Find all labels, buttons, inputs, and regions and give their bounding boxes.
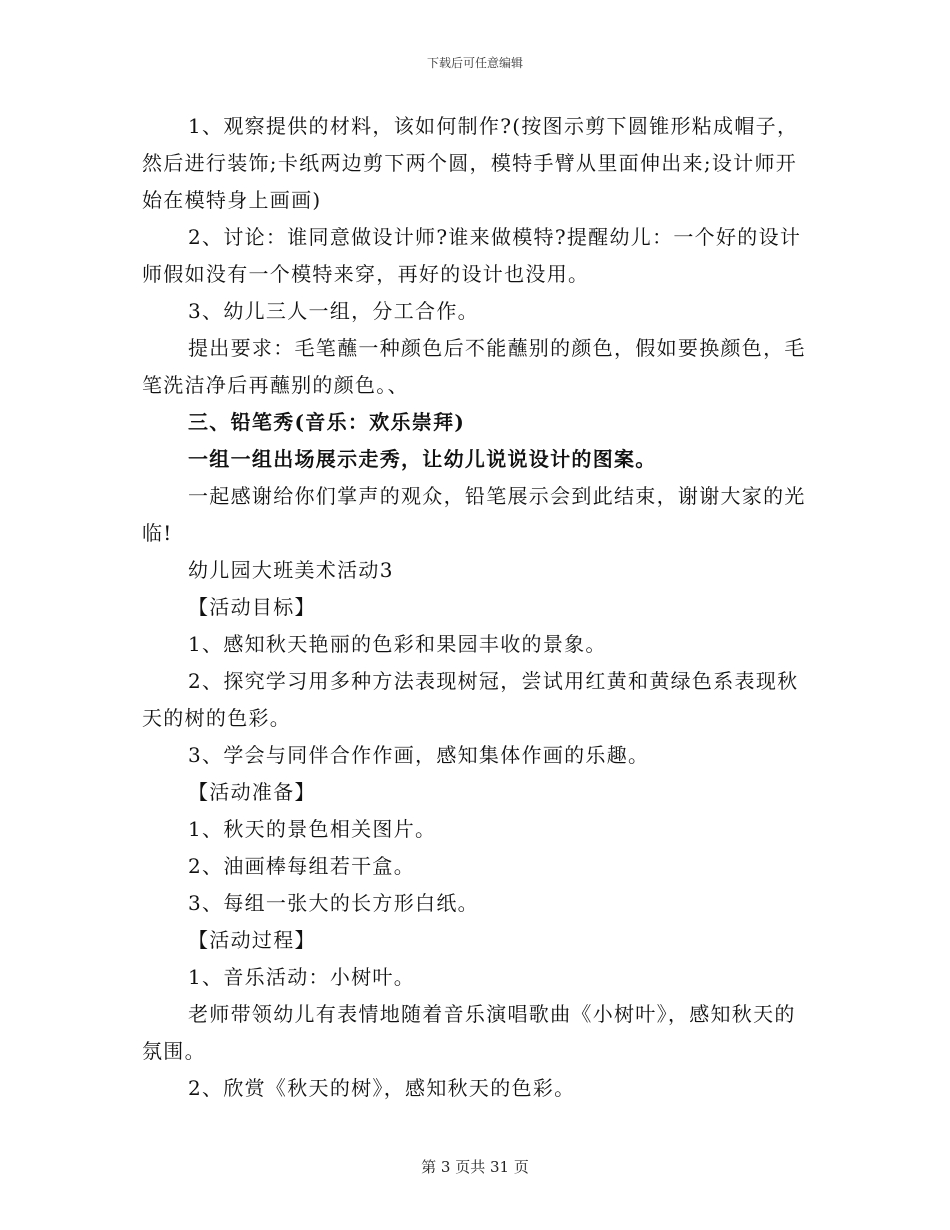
paragraph: 1、音乐活动：小树叶。 [188, 965, 416, 989]
paragraph: 一起感谢给你们掌声的观众，铅笔展示会到此结束，谢谢大家的光临! [142, 484, 806, 545]
paragraph: 2、探究学习用多种方法表现树冠，尝试用红黄和黄绿色系表现秋天的树的色彩。 [142, 669, 799, 730]
paragraph: 1、感知秋天艳丽的色彩和果园丰收的景象。 [188, 632, 607, 656]
activity-title: 幼儿园大班美术活动3 [188, 558, 394, 582]
paragraph: 1、秋天的景色相关图片。 [188, 817, 437, 841]
section-label: 【活动准备】 [188, 780, 316, 804]
section-label: 【活动过程】 [188, 928, 316, 952]
section-heading: 三、铅笔秀(音乐：欢乐崇拜) [188, 410, 466, 434]
paragraph: 3、学会与同伴合作作画，感知集体作画的乐趣。 [188, 743, 650, 767]
page-footer: 第 3 页共 31 页 [421, 1158, 529, 1176]
page-header: 下载后可任意编辑 [426, 56, 523, 70]
paragraph: 提出要求：毛笔蘸一种颜色后不能蘸别的颜色，假如要换颜色，毛笔洗洁净后再蘸别的颜色。、 [142, 336, 806, 397]
paragraph: 2、油画棒每组若干盒。 [188, 854, 416, 878]
document-body [142, 108, 808, 1107]
paragraph: 2、讨论：谁同意做设计师?谁来做模特?提醒幼儿：一个好的设计师假如没有一个模特来穿，再好的设计也没用。 [142, 225, 802, 286]
paragraph: 3、每组一张大的长方形白纸。 [188, 891, 479, 915]
paragraph: 1、观察提供的材料，该如何制作?(按图示剪下圆锥形粘成帽子，然后进行装饰;卡纸两边剪下两个圆，模特手臂从里面伸出来;设计师开始在模特身上画画) [142, 114, 799, 212]
paragraph-bold: 一组一组出场展示走秀，让幼儿说说设计的图案。 [188, 447, 657, 471]
paragraph: 3、幼儿三人一组，分工合作。 [188, 299, 479, 323]
section-label: 【活动目标】 [188, 595, 316, 619]
paragraph: 2、欣赏《秋天的树》，感知秋天的色彩。 [188, 1076, 576, 1100]
paragraph: 老师带领幼儿有表情地随着音乐演唱歌曲《小树叶》，感知秋天的氛围。 [142, 1002, 796, 1063]
